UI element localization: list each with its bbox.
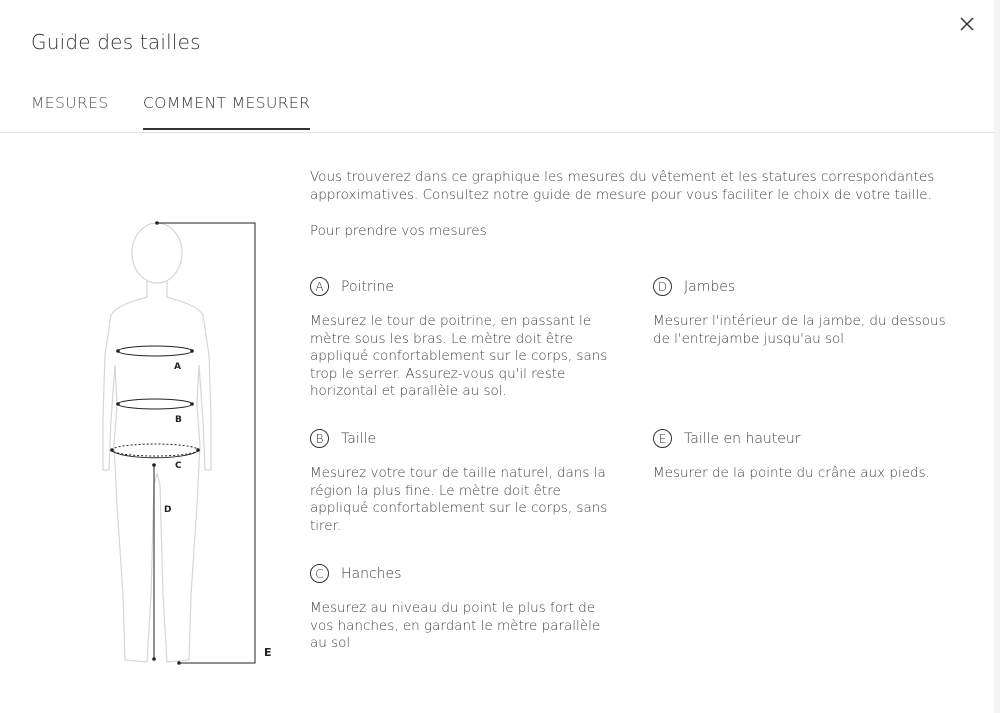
letter-badge-a: A (310, 277, 329, 296)
item-a-text: Mesurez le tour de poitrine, en passant le mètre sous les bras. Le mètre doit être appliqué confortablement sur le corps, sans trop le serrer. Assurez-vous qu'il reste horizontal et parallèle au sol. (310, 313, 608, 399)
item-c-title: Hanches (341, 565, 402, 582)
item-e-text: Mesurer de la pointe du crâne aux pieds. (653, 465, 930, 481)
letter-badge-b: B (310, 429, 329, 448)
item-e-title: Taille en hauteur (684, 430, 801, 447)
intro-text: Vous trouverez dans ce graphique les mesures du vêtement et les statures correspondantes approximatives. Consultez notre guide de mesure pour vous faciliter le choix de votre taille. (310, 169, 935, 203)
item-b-text: Mesurez votre tour de taille naturel, dans la région la plus fine. Le mètre doit être appliqué confortablement sur le corps, sans tirer. (310, 465, 608, 534)
letter-badge-c: C (310, 564, 329, 583)
item-d-heading (653, 277, 953, 296)
how-to-heading: Pour prendre vos mesures (310, 223, 487, 239)
item-e-heading (653, 429, 953, 448)
item-d-text: Mesurer l'intérieur de la jambe, du dessous de l'entrejambe jusqu'au sol (653, 313, 946, 347)
tab-bar (0, 80, 1000, 133)
item-d-title: Jambes (684, 278, 736, 295)
item-a-title: Poitrine (341, 278, 395, 295)
item-b-heading (310, 429, 610, 448)
item-c-heading (310, 564, 610, 583)
figure-label-b: B (175, 415, 182, 425)
figure-label-a: A (174, 362, 181, 372)
tab-comment-mesurer[interactable]: COMMENT MESURER (143, 94, 310, 130)
modal-title: Guide des tailles (31, 30, 201, 54)
tab-mesures[interactable]: MESURES (31, 94, 109, 112)
letter-badge-e: E (653, 429, 672, 448)
body-measurement-figure (95, 215, 285, 675)
scrollbar-track[interactable] (994, 0, 1000, 713)
figure-label-c: C (175, 461, 182, 471)
letter-badge-d: D (653, 277, 672, 296)
figure-label-d: D (164, 505, 172, 515)
close-icon[interactable] (955, 12, 979, 36)
item-c-text: Mesurez au niveau du point le plus fort de vos hanches, en gardant le mètre parallèle au sol (310, 600, 601, 651)
figure-label-e: E (264, 646, 272, 659)
item-a-heading (310, 277, 610, 296)
item-b-title: Taille (341, 430, 377, 447)
